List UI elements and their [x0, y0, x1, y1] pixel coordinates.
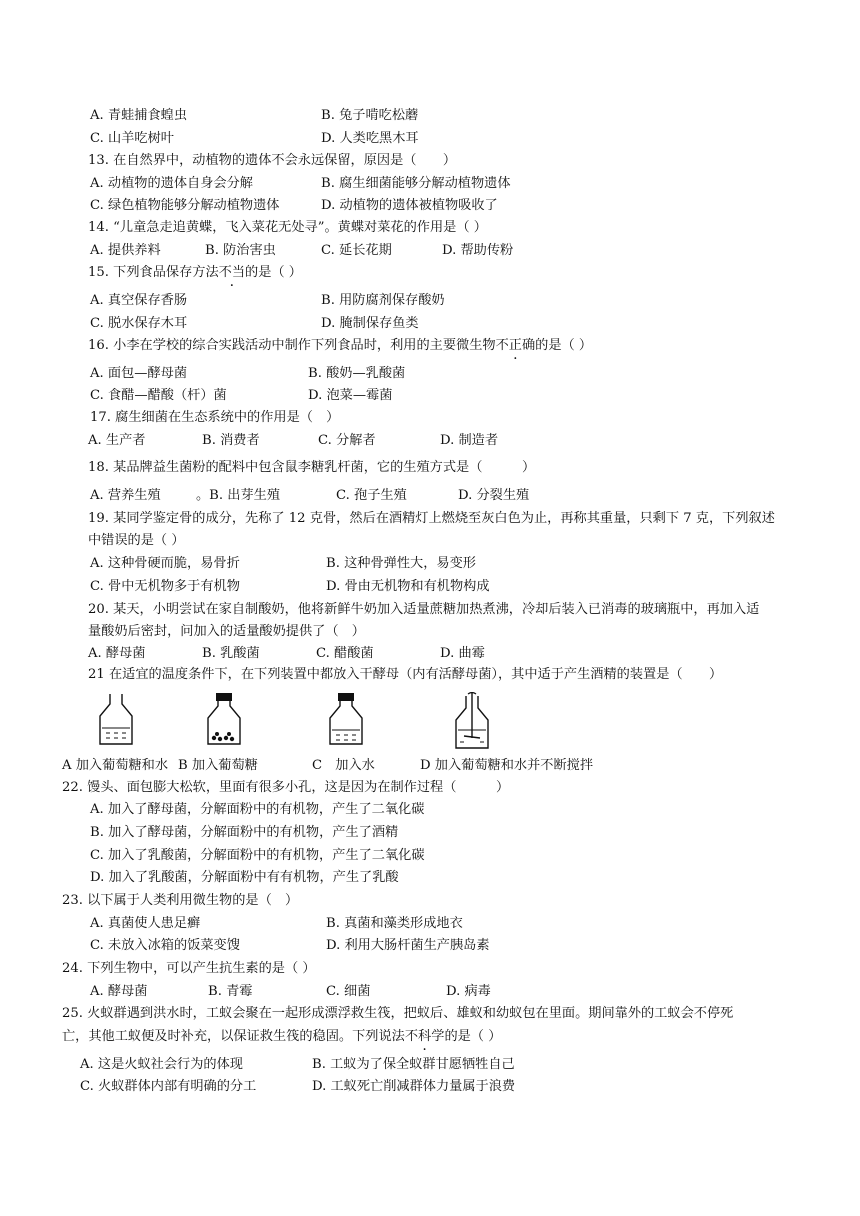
q20-option-d: D. 曲霉 [440, 646, 485, 661]
q25-stem-end: 的是（ ） [444, 1029, 502, 1044]
q18-option-c: C. 孢子生殖 [336, 488, 407, 503]
q16-option-b: B. 酸奶—乳酸菌 [308, 366, 406, 381]
q25-option-a: A. 这是火蚁社会行为的体现 [80, 1057, 243, 1072]
q14-option-c: C. 延长花期 [321, 243, 392, 258]
q23-option-a: A. 真菌使人患足癣 [90, 916, 201, 931]
q17-option-c: C. 分解者 [318, 433, 376, 448]
q16-stem [88, 337, 592, 355]
q15-option-b: B. 用防腐剂保存酸奶 [321, 293, 445, 308]
q14-option-d: D. 帮助传粉 [442, 243, 514, 258]
q25-option-c: C. 火蚁群体内部有明确的分工 [80, 1079, 257, 1094]
q21-option-c: C 加入水 [312, 758, 375, 773]
bottle-c-icon [326, 692, 366, 746]
q13-option-b: B. 腐生细菌能够分解动植物遗体 [321, 176, 511, 191]
q17-option-a: A. 生产者 [88, 433, 146, 448]
q23-option-b: B. 真菌和藻类形成地衣 [326, 916, 463, 931]
q25-stem-line2 [62, 1028, 501, 1046]
q22-option-a: A. 加入了酵母菌，分解面粉中的有机物，产生了二氧化碳 [90, 802, 425, 817]
q19-stem-line2: 中错误的是（ ） [88, 533, 185, 548]
q18-option-d: D. 分裂生殖 [458, 488, 530, 503]
q24-option-a: A. 酵母菌 [90, 984, 148, 999]
q24-option-d: D. 病毒 [446, 984, 491, 999]
q17-option-b: B. 消费者 [202, 433, 260, 448]
q16-stem-text: 16. 小李在学校的综合实践活动中制作下列食品时，利用的主要微生物 [88, 338, 496, 353]
q25-stem-line1: 25. 火蚁群遇到洪水时，工蚁会聚在一起形成漂浮救生筏，把蚁后、雄蚁和幼蚁包在里面。期间靠外的工蚁会不停死 [62, 1006, 734, 1021]
q15-option-d: D. 腌制保存鱼类 [321, 316, 419, 331]
q21-option-a: A 加入葡萄糖和水 [62, 758, 169, 773]
q15-emphasis: 不当 [218, 265, 246, 280]
q18-option-a: A. 营养生殖 [90, 488, 161, 503]
q18-stem: 18. 某品牌益生菌粉的配料中包含鼠李糖乳杆菌，它的生殖方式是（ ） [88, 460, 536, 475]
q23-option-c: C. 未放入冰箱的饭菜变馊 [90, 938, 240, 953]
q22-stem: 22. 馒头、面包膨大松软，里面有很多小孔，这是因为在制作过程（ ） [62, 780, 510, 795]
q12-option-d: D. 人类吃黑木耳 [321, 131, 419, 146]
q20-option-c: C. 醋酸菌 [316, 646, 374, 661]
q16-option-d: D. 泡菜—霉菌 [308, 388, 393, 403]
q15-stem [88, 264, 302, 282]
q21-option-d: D 加入葡萄糖和水并不断搅拌 [420, 758, 594, 773]
bottle-b-icon [204, 692, 244, 746]
q19-option-b: B. 这种骨弹性大，易变形 [326, 556, 476, 571]
bottle-a-icon [96, 692, 136, 746]
q24-option-b: B. 青霉 [208, 984, 253, 999]
q13-stem: 13. 在自然界中，动植物的遗体不会永远保留，原因是（ ） [88, 153, 457, 168]
q22-option-d: D. 加入了乳酸菌，分解面粉中有有机物，产生了乳酸 [90, 870, 399, 885]
q14-option-b: B. 防治害虫 [205, 243, 276, 258]
q21-option-b: B 加入葡萄糖 [178, 758, 258, 773]
q15-option-c: C. 脱水保存木耳 [90, 316, 188, 331]
q13-option-a: A. 动植物的遗体自身会分解 [90, 176, 253, 191]
q21-stem: 21 在适宜的温度条件下，在下列装置中都放入干酵母（内有活酵母菌），其中适于产生酒精的装置是（ ） [88, 667, 723, 682]
q21-apparatus-figures [96, 692, 516, 752]
q25-emphasis: 不科学 [404, 1029, 445, 1044]
q16-emphasis: 不正确 [495, 338, 536, 353]
q12-option-b: B. 兔子啃吃松蘑 [321, 108, 419, 123]
q20-stem-line1: 20. 某天，小明尝试在家自制酸奶，他将新鲜牛奶加入适量蔗糖加热煮沸，冷却后装入已消毒的玻璃瓶中，再加入适 [88, 602, 760, 617]
q24-option-c: C. 细菌 [326, 984, 371, 999]
q20-option-b: B. 乳酸菌 [202, 646, 260, 661]
q13-option-d: D. 动植物的遗体被植物吸收了 [321, 198, 498, 213]
q16-option-c: C. 食醋—醋酸（杆）菌 [90, 388, 227, 403]
q12-option-c: C. 山羊吃树叶 [90, 131, 174, 146]
q16-stem-end: 的是（ ） [535, 338, 593, 353]
q19-option-a: A. 这种骨硬而脆，易骨折 [90, 556, 240, 571]
bottle-d-stirrer-icon [450, 692, 494, 750]
q22-option-b: B. 加入了酵母菌，分解面粉中的有机物，产生了酒精 [90, 825, 399, 840]
q23-stem: 23. 以下属于人类利用微生物的是（ ） [62, 893, 299, 908]
q17-stem: 17. 腐生细菌在生态系统中的作用是（ ） [90, 410, 340, 425]
q17-option-d: D. 制造者 [440, 433, 499, 448]
q20-stem-line2: 量酸奶后密封，问加入的适量酸奶提供了（ ） [88, 624, 365, 639]
q25-option-d: D. 工蚁死亡削减群体力量属于浪费 [312, 1079, 516, 1094]
q13-option-c: C. 绿色植物能够分解动植物遗体 [90, 198, 280, 213]
q12-option-a: A. 青蛙捕食蝗虫 [90, 108, 188, 123]
q25-stem-text: 亡，其他工蚁便及时补充，以保证救生筏的稳固。下列说法 [62, 1029, 405, 1044]
q15-option-a: A. 真空保存香肠 [90, 293, 188, 308]
q15-stem-end: 的是（ ） [245, 265, 302, 280]
q15-stem-text: 15. 下列食品保存方法 [88, 265, 219, 280]
q16-option-a: A. 面包—酵母菌 [90, 366, 188, 381]
q18-option-b: 。B. 出芽生殖 [196, 488, 281, 503]
q24-stem: 24. 下列生物中，可以产生抗生素的是（ ） [62, 961, 316, 976]
q19-stem-line1: 19. 某同学鉴定骨的成分，先称了 12 克骨，然后在酒精灯上燃烧至灰白色为止，再称其重量，只剩下 7 克，下列叙述 [88, 511, 775, 526]
q23-option-d: D. 利用大肠杆菌生产胰岛素 [326, 938, 490, 953]
q19-option-c: C. 骨中无机物多于有机物 [90, 579, 240, 594]
q14-option-a: A. 提供养料 [90, 243, 161, 258]
q20-option-a: A. 酵母菌 [88, 646, 146, 661]
q19-option-d: D. 骨由无机物和有机物构成 [326, 579, 490, 594]
q25-option-b: B. 工蚁为了保全蚁群甘愿牺牲自己 [312, 1057, 515, 1072]
q14-stem: 14. “儿童急走追黄蝶，飞入菜花无处寻”。黄蝶对菜花的作用是（ ） [88, 220, 487, 235]
q22-option-c: C. 加入了乳酸菌，分解面粉中的有机物，产生了二氧化碳 [90, 848, 425, 863]
